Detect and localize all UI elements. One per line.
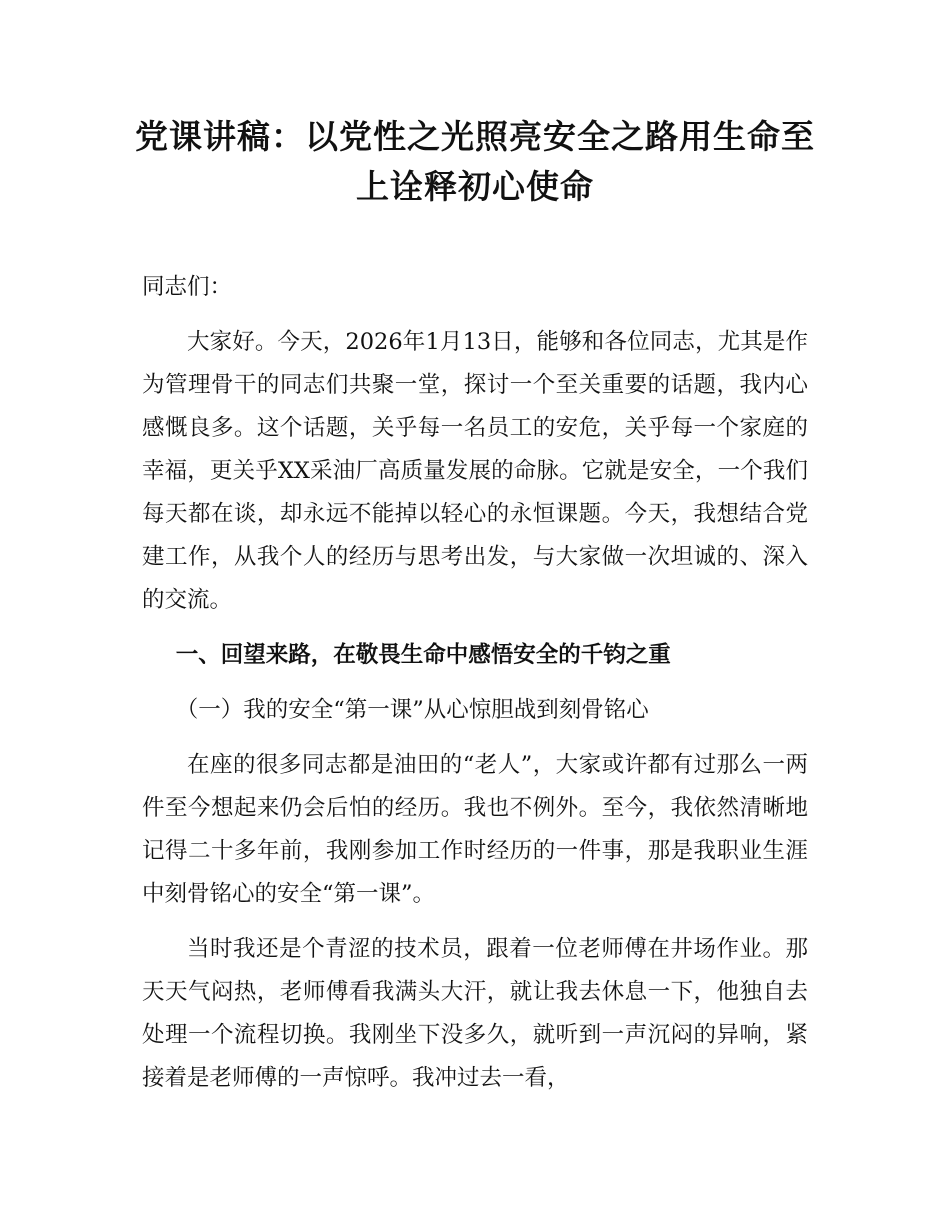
subsection-heading-1-1: （一）我的安全“第一课”从心惊胆战到刻骨铭心: [175, 697, 649, 723]
paragraph-story: 当时我还是个青涩的技术员，跟着一位老师傅在井场作业。那天天气闷热，老师傅看我满头大汗，就让我去休息一下，他独自去处理一个流程切换。我刚坐下没多久，就听到一声沉闷的异响，紧接着是老师傅的一声惊呼。我冲过去一看，: [142, 936, 808, 1091]
document-title: [130, 112, 820, 212]
title-line-2: 上诠释初心使命: [356, 167, 594, 206]
paragraph-intro: 大家好。今天，2026年1月13日，能够和各位同志，尤其是作为管理骨干的同志们共聚一堂，探讨一个至关重要的话题，我内心感慨良多。这个话题，关乎每一名员工的安危，关乎每一个家庭的幸福，更关乎XX采油厂高质量发展的命脉。它就是安全，一个我们每天都在谈，却永远不能掉以轻心的永恒课题。今天，我想结合党建工作，从我个人的经历与思考出发，与大家做一次坦诚的、深入的交流。: [142, 329, 808, 613]
salutation: 同志们：: [142, 274, 233, 300]
title-line-1: 党课讲稿：以党性之光照亮安全之路用生命至: [135, 117, 815, 156]
section-heading-1: 一、回望来路，在敬畏生命中感悟安全的千钧之重: [175, 642, 671, 668]
document-body: [142, 266, 808, 1100]
paragraph-first-lesson: 在座的很多同志都是油田的“老人”，大家或许都有过那么一两件至今想起来仍会后怕的经历。我也不例外。至今，我依然清晰地记得二十多年前，我刚参加工作时经历的一件事，那是我职业生涯中刻骨铭心的安全“第一课”。: [142, 752, 808, 907]
